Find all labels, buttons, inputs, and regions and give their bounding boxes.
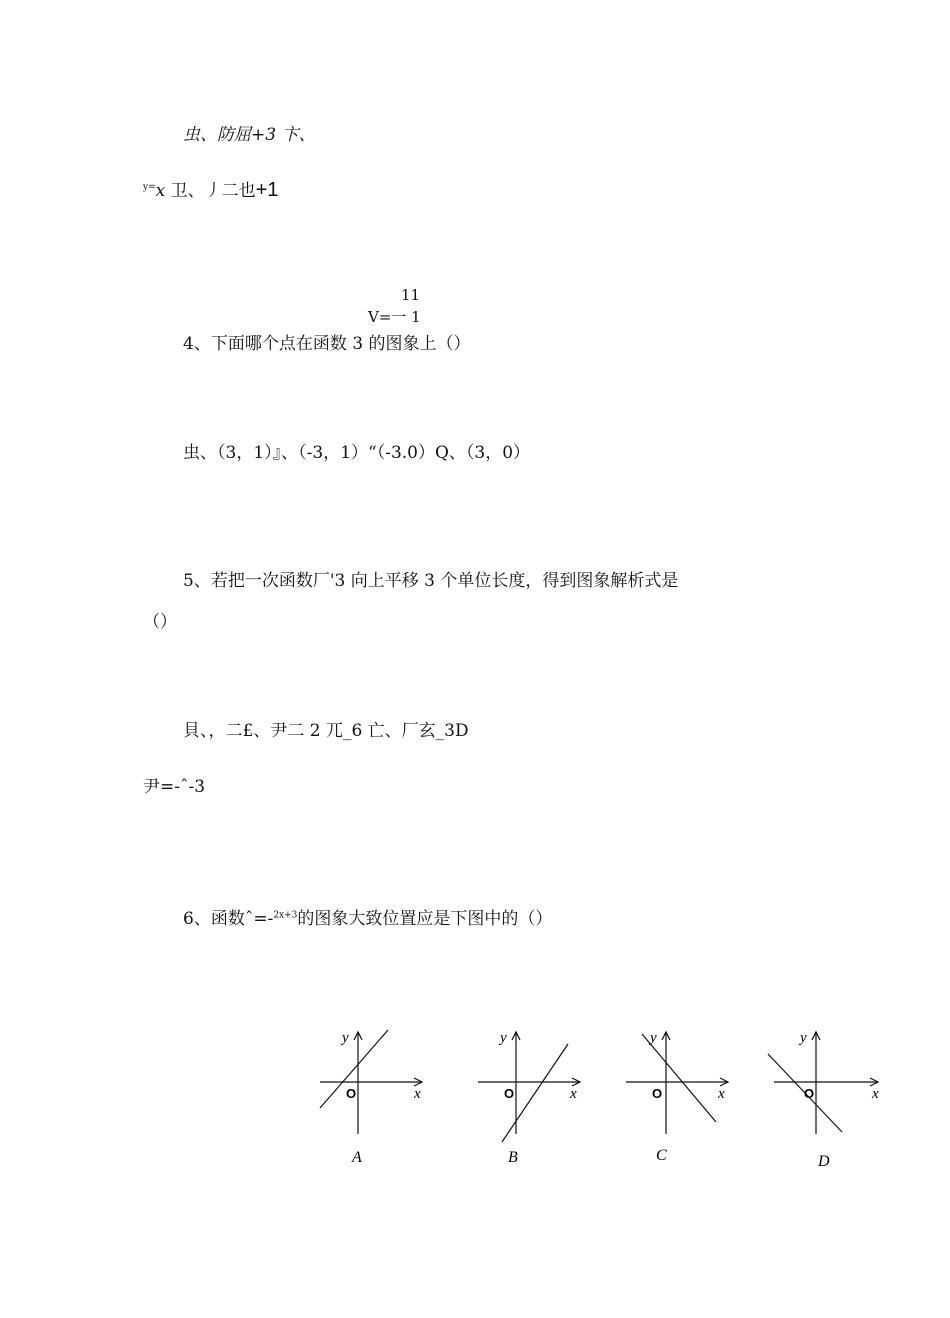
question-6-sup: 2x+3 [273, 910, 298, 921]
question-6 [183, 904, 552, 929]
question-5-options: 貝、，二£、尹二 2 兀_6 亡、厂玄_3D [183, 721, 469, 741]
line-2-prefix: y= [143, 182, 156, 193]
question-5-paren: （） [143, 612, 177, 632]
graph-a-x-label: x [414, 1086, 421, 1102]
question-4: 4、下面哪个点在函数 3 的图象上（） [183, 334, 471, 354]
text-line-3b: V=一 1 [368, 308, 421, 326]
line-1-text: 虫、防屈+3 卞、 [183, 125, 316, 145]
graph-c [620, 1024, 740, 1164]
graph-b [470, 1024, 590, 1164]
question-6-post: 的图象大致位置应是下图中的（） [297, 909, 553, 929]
question-5-option-2: 尹=-ˆ-3 [143, 777, 206, 797]
text-line-1 [183, 120, 315, 145]
graph-c-label: C [656, 1147, 667, 1164]
graph-b-label: B [508, 1149, 518, 1164]
question-5: 5、若把一次函数厂'3 向上平移 3 个单位长度，得到图象解析式是 [183, 571, 679, 591]
graph-a-label: A [352, 1149, 362, 1164]
line-2-rest: 卫、丿二也 [165, 181, 256, 201]
graph-d [762, 1024, 892, 1169]
graph-a [312, 1024, 432, 1164]
graph-d-label: D [818, 1153, 830, 1169]
question-6-pre: 6、函数ˆ=- [183, 909, 274, 929]
graph-c-line [642, 1034, 716, 1122]
graph-b-y-label: y [500, 1030, 507, 1046]
text-line-3a: 11 [401, 286, 421, 304]
graph-d-origin: O [804, 1086, 815, 1101]
graph-c-y-label: y [650, 1030, 657, 1046]
line-2-plus: +1 [255, 179, 279, 201]
graph-d-x-label: x [872, 1086, 879, 1102]
graph-a-origin: O [346, 1086, 357, 1101]
graph-b-origin: O [504, 1086, 515, 1101]
line-2-x: x [155, 181, 166, 201]
text-line-2 [143, 176, 278, 202]
graph-a-y-label: y [342, 1030, 349, 1046]
graph-c-x-label: x [718, 1086, 725, 1102]
graph-d-y-label: y [800, 1030, 807, 1046]
question-4-options: 虫、（3，1）』、（-3，1）“（-3.0）Q、（3，0） [183, 443, 531, 463]
graph-b-x-label: x [570, 1086, 577, 1102]
graph-c-origin: O [652, 1086, 663, 1101]
